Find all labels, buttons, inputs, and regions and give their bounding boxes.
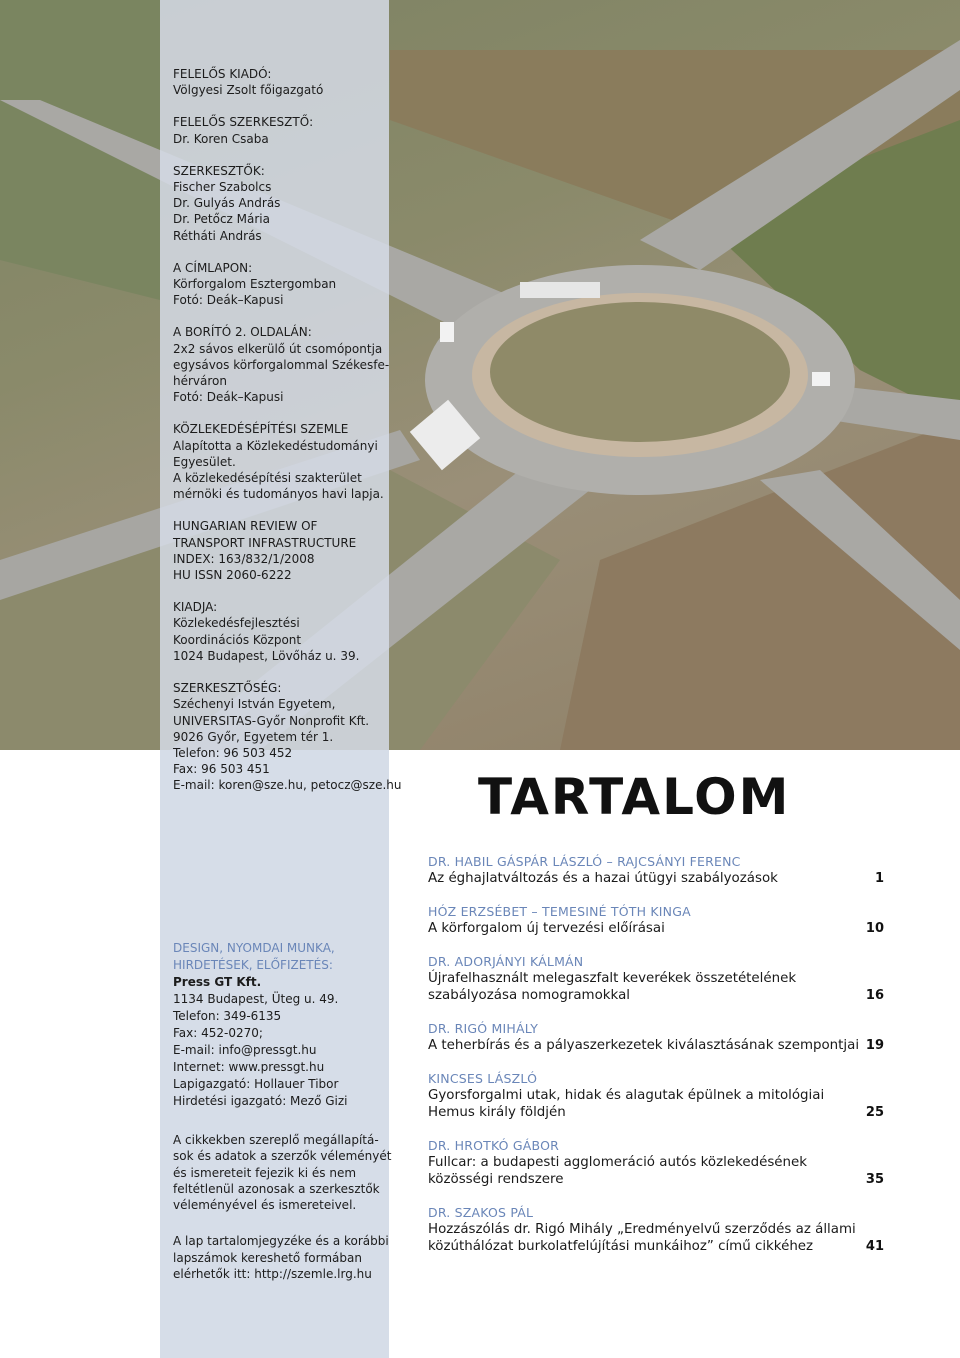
imprint-line: TRANSPORT INFRASTRUCTURE [173,535,357,550]
toc-title: szabályozása nomogramokkal [428,988,630,1003]
imprint-line: Körforgalom Esztergomban [173,277,337,292]
toc-page-number: 41 [865,1239,884,1254]
imprint-line: hérváron [173,374,227,389]
imprint [173,66,402,810]
archive-line: elérhetők itt: http://szemle.lrg.hu [173,1267,372,1282]
toc-page-number: 10 [865,921,884,936]
imprint-line: egysávos körforgalommal Székesfe- [173,357,390,372]
toc-entry[interactable] [428,1204,886,1255]
toc-entry[interactable] [428,1070,886,1121]
publisher-line: Fax: 452-0270; [173,1026,263,1040]
imprint-line: Széchenyi István Egyetem, [173,697,336,712]
imprint-line: HU ISSN 2060-6222 [173,568,292,583]
toc-page-number: 25 [865,1105,884,1120]
imprint-heading: A CÍMLAPON: [173,260,253,275]
imprint-line: Telefon: 96 503 452 [173,745,293,760]
publisher-line: Internet: www.pressgt.hu [173,1060,325,1074]
imprint-block [173,421,383,502]
toc-page-number: 19 [865,1038,884,1053]
imprint-heading: SZERKESZTŐSÉG: [173,681,282,696]
imprint-block [173,114,383,146]
imprint-line: Dr. Petőcz Mária [173,212,270,227]
toc-title: Hemus király földjén [428,1105,566,1120]
imprint-heading: KIADJA: [173,600,218,615]
toc-title: Az éghajlatváltozás és a hazai útügyi szabályozások [428,871,778,886]
publisher-heading-1: DESIGN, NYOMDAI MUNKA, [173,941,335,955]
toc-title: A körforgalom új tervezési előírásai [428,921,665,936]
toc-author: DR. HROTKÓ GÁBOR [428,1138,560,1153]
imprint-heading: A BORÍTÓ 2. OLDALÁN: [173,325,312,340]
imprint-heading: FELELŐS SZERKESZTŐ: [173,115,314,130]
toc-author: HÓZ ERZSÉBET – TEMESINÉ TÓTH KINGA [428,904,691,919]
imprint-line: Dr. Koren Csaba [173,131,269,146]
toc-title: Gyorsforgalmi utak, hidak és alagutak épülnek a mitológiai [428,1088,825,1103]
toc-entry[interactable] [428,1137,886,1188]
toc-entry[interactable] [428,903,886,937]
imprint-line: 2x2 sávos elkerülő út csomópontja [173,341,383,356]
toc-author: KINCSES LÁSZLÓ [428,1071,538,1086]
publisher-line: E-mail: info@pressgt.hu [173,1043,317,1057]
publisher-company: Press GT Kft. [173,975,262,989]
publisher-info [173,940,392,1282]
publisher-heading-2: HIRDETÉSEK, ELŐFIZETÉS: [173,958,333,972]
publisher-contact [173,991,383,1110]
disclaimer [173,1132,392,1213]
imprint-block [173,680,402,793]
toc-entry[interactable] [428,953,886,1004]
toc-author: DR. ADORJÁNYI KÁLMÁN [428,954,584,969]
toc-title: Fullcar: a budapesti agglomeráció autós közlekedésének [428,1155,808,1170]
imprint-block [173,518,383,583]
publisher-line: Lapigazgató: Hollauer Tibor [173,1077,339,1091]
toc-page-number: 35 [865,1172,884,1187]
imprint-block [173,599,383,664]
imprint-heading: KÖZLEKEDÉSÉPÍTÉSI SZEMLE [173,422,349,437]
imprint-heading: FELELŐS KIADÓ: [173,67,272,81]
imprint-line: Egyesület. [173,454,236,469]
toc-page-number: 1 [874,871,884,886]
toc-title: közúthálózat burkolatfelújítási munkáihoz” című cikkéhez [428,1239,814,1254]
imprint-line: Rétháti András [173,228,262,243]
imprint-line: 1024 Budapest, Lövőház u. 39. [173,648,360,663]
imprint-line: Fotó: Deák–Kapusi [173,390,284,405]
imprint-block [173,163,383,244]
imprint-line: A közlekedésépítési szakterület [173,471,362,486]
imprint-line: Fischer Szabolcs [173,180,272,195]
imprint-block [173,66,383,98]
publisher-line: Hirdetési igazgató: Mező Gizi [173,1094,348,1108]
page-title: TARTALOM [478,768,791,826]
table-of-contents [428,853,886,1255]
disclaimer-line: és ismereteit fejezik ki és nem [173,1165,357,1180]
imprint-line: UNIVERSITAS-Győr Nonprofit Kft. [173,713,370,728]
imprint-line: Közlekedésfejlesztési [173,616,300,631]
disclaimer-line: A cikkekben szereplő megállapítá- [173,1133,379,1147]
imprint-line: Alapította a Közlekedéstudományi [173,438,378,453]
publisher-line: 1134 Budapest, Üteg u. 49. [173,992,339,1006]
imprint-line: Dr. Gulyás András [173,196,281,211]
archive-note [173,1233,389,1282]
imprint-line: Fotó: Deák–Kapusi [173,293,284,308]
imprint-line: mérnöki és tudományos havi lapja. [173,487,384,502]
imprint-line: E-mail: koren@sze.hu, petocz@sze.hu [173,778,402,793]
toc-author: DR. HABIL GÁSPÁR LÁSZLÓ – RAJCSÁNYI FERENC [428,854,741,869]
imprint-block [173,324,390,405]
disclaimer-line: véleményével és ismereteivel. [173,1198,357,1213]
disclaimer-line: feltétlenül azonosak a szerkesztők [173,1181,380,1196]
imprint-line: 9026 Győr, Egyetem tér 1. [173,729,334,744]
imprint-line: Fax: 96 503 451 [173,762,270,777]
archive-line: A lap tartalomjegyzéke és a korábbi [173,1234,389,1249]
toc-author: DR. RIGÓ MIHÁLY [428,1021,539,1036]
imprint-block [173,260,383,309]
toc-title: A teherbírás és a pályaszerkezetek kiválasztásának szempontjai [428,1038,860,1053]
imprint-line: Koordinációs Központ [173,632,302,647]
toc-entry[interactable] [428,853,886,887]
publisher-line: Telefon: 349-6135 [173,1009,282,1023]
toc-title: közösségi rendszere [428,1172,564,1187]
toc-title: Hozzászólás dr. Rigó Mihály „Eredményelvű szerződés az állami [428,1222,856,1237]
toc-author: DR. SZAKOS PÁL [428,1205,534,1220]
toc-title: Újrafelhasznált melegaszfalt keverékek összetételének [428,971,797,986]
disclaimer-line: sok és adatok a szerzők véleményét [173,1149,392,1164]
archive-line: lapszámok kereshető formában [173,1250,362,1265]
toc-page-number: 16 [865,988,884,1003]
toc-entry[interactable] [428,1020,886,1054]
imprint-heading: HUNGARIAN REVIEW OF [173,519,318,534]
imprint-line: INDEX: 163/832/1/2008 [173,551,315,566]
imprint-line: Völgyesi Zsolt főigazgató [173,83,324,98]
imprint-heading: SZERKESZTŐK: [173,163,265,178]
